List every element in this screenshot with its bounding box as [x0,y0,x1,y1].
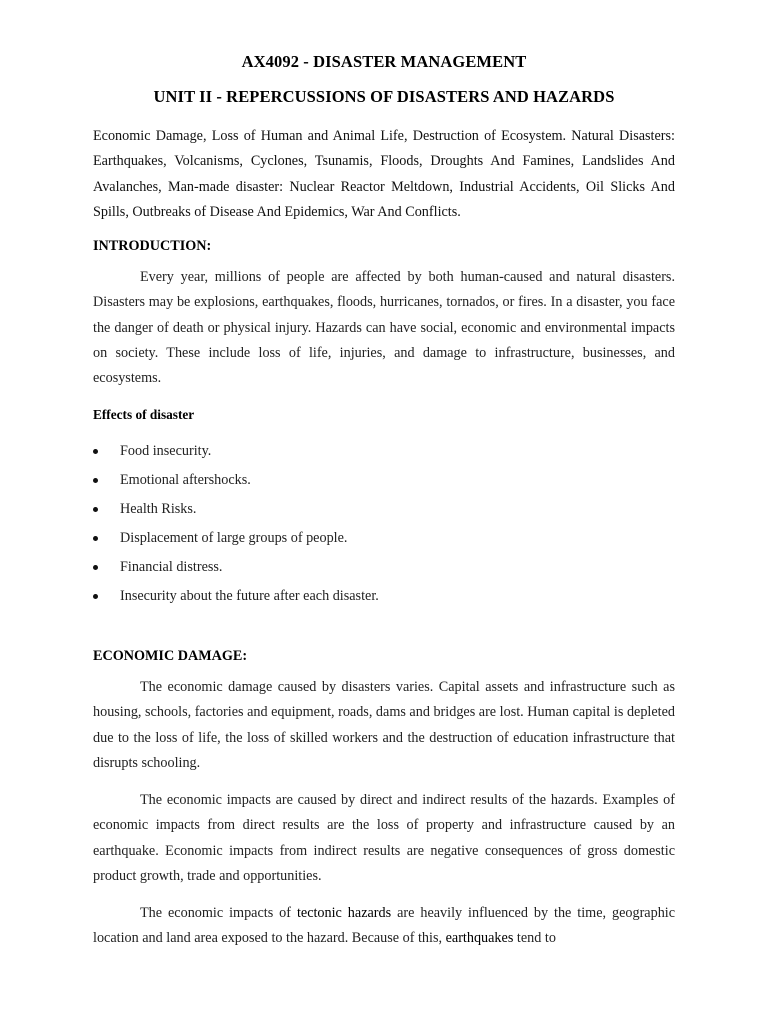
bullet-icon [93,507,98,512]
list-item: Financial distress. [93,557,379,586]
earthquakes-term: earthquakes [445,930,514,947]
introduction-heading: INTRODUCTION: [93,238,212,254]
syllabus-paragraph: Economic Damage, Loss of Human and Animal Life, Destruction of Ecosystem. Natural Disasters: Earthquakes, Volcanisms, Cyclones, Tsunamis, Floods, Droughts And Famines, Landslides And Avalanches, Man-made disaster: Nuclear Reactor Meltdown, Industrial Accidents, Oil Slicks And Spills, Outbreaks of Disease And Epidemics, War And Conflicts. [93,128,675,220]
effects-heading: Effects of disaster [93,407,195,422]
economic-paragraph-3: The economic impacts of tectonic hazards are heavily influenced by the time, geographic location and land area exposed to the hazard. Because of this, earthquakes tend to [93,905,676,947]
effects-list [93,441,379,615]
economic-paragraph-2: The economic impacts are caused by direct and indirect results of the hazards. Examples of economic impacts from direct results are the loss of property and infrastructure caused by an earthquake. Economic impacts from indirect results are negative consequences of gross domestic product growth, trade and opportunities. [93,792,675,884]
list-item: Food insecurity. [93,441,379,470]
list-item: Insecurity about the future after each disaster. [93,586,379,615]
bullet-icon [93,565,98,570]
introduction-paragraph: Every year, millions of people are affected by both human-caused and natural disasters. Disasters may be explosions, earthquakes, floods, hurricanes, tornados, or fires. In a disaster, you face the danger of death or physical injury. Hazards can have social, economic and environmental impacts on society. These include loss of life, injuries, and damage to infrastructure, businesses, and ecosystems. [93,269,675,387]
economic-damage-heading: ECONOMIC DAMAGE: [93,648,248,664]
list-item: Health Risks. [93,499,379,528]
list-item: Displacement of large groups of people. [93,528,379,557]
unit-title: UNIT II - REPERCUSSIONS OF DISASTERS AND HAZARDS [153,87,615,106]
bullet-icon [93,449,98,454]
list-item: Emotional aftershocks. [93,470,379,499]
bullet-icon [93,594,98,599]
economic-paragraph-1: The economic damage caused by disasters varies. Capital assets and infrastructure such as housing, schools, factories and equipment, roads, dams and bridges are lost. Human capital is depleted due to the loss of life, the loss of skilled workers and the destruction of education infrastructure that disrupts schooling. [93,679,675,771]
bullet-icon [93,536,98,541]
bullet-icon [93,478,98,483]
course-title: AX4092 - DISASTER MANAGEMENT [241,52,527,71]
tectonic-hazards-term: tectonic hazards [296,905,392,921]
